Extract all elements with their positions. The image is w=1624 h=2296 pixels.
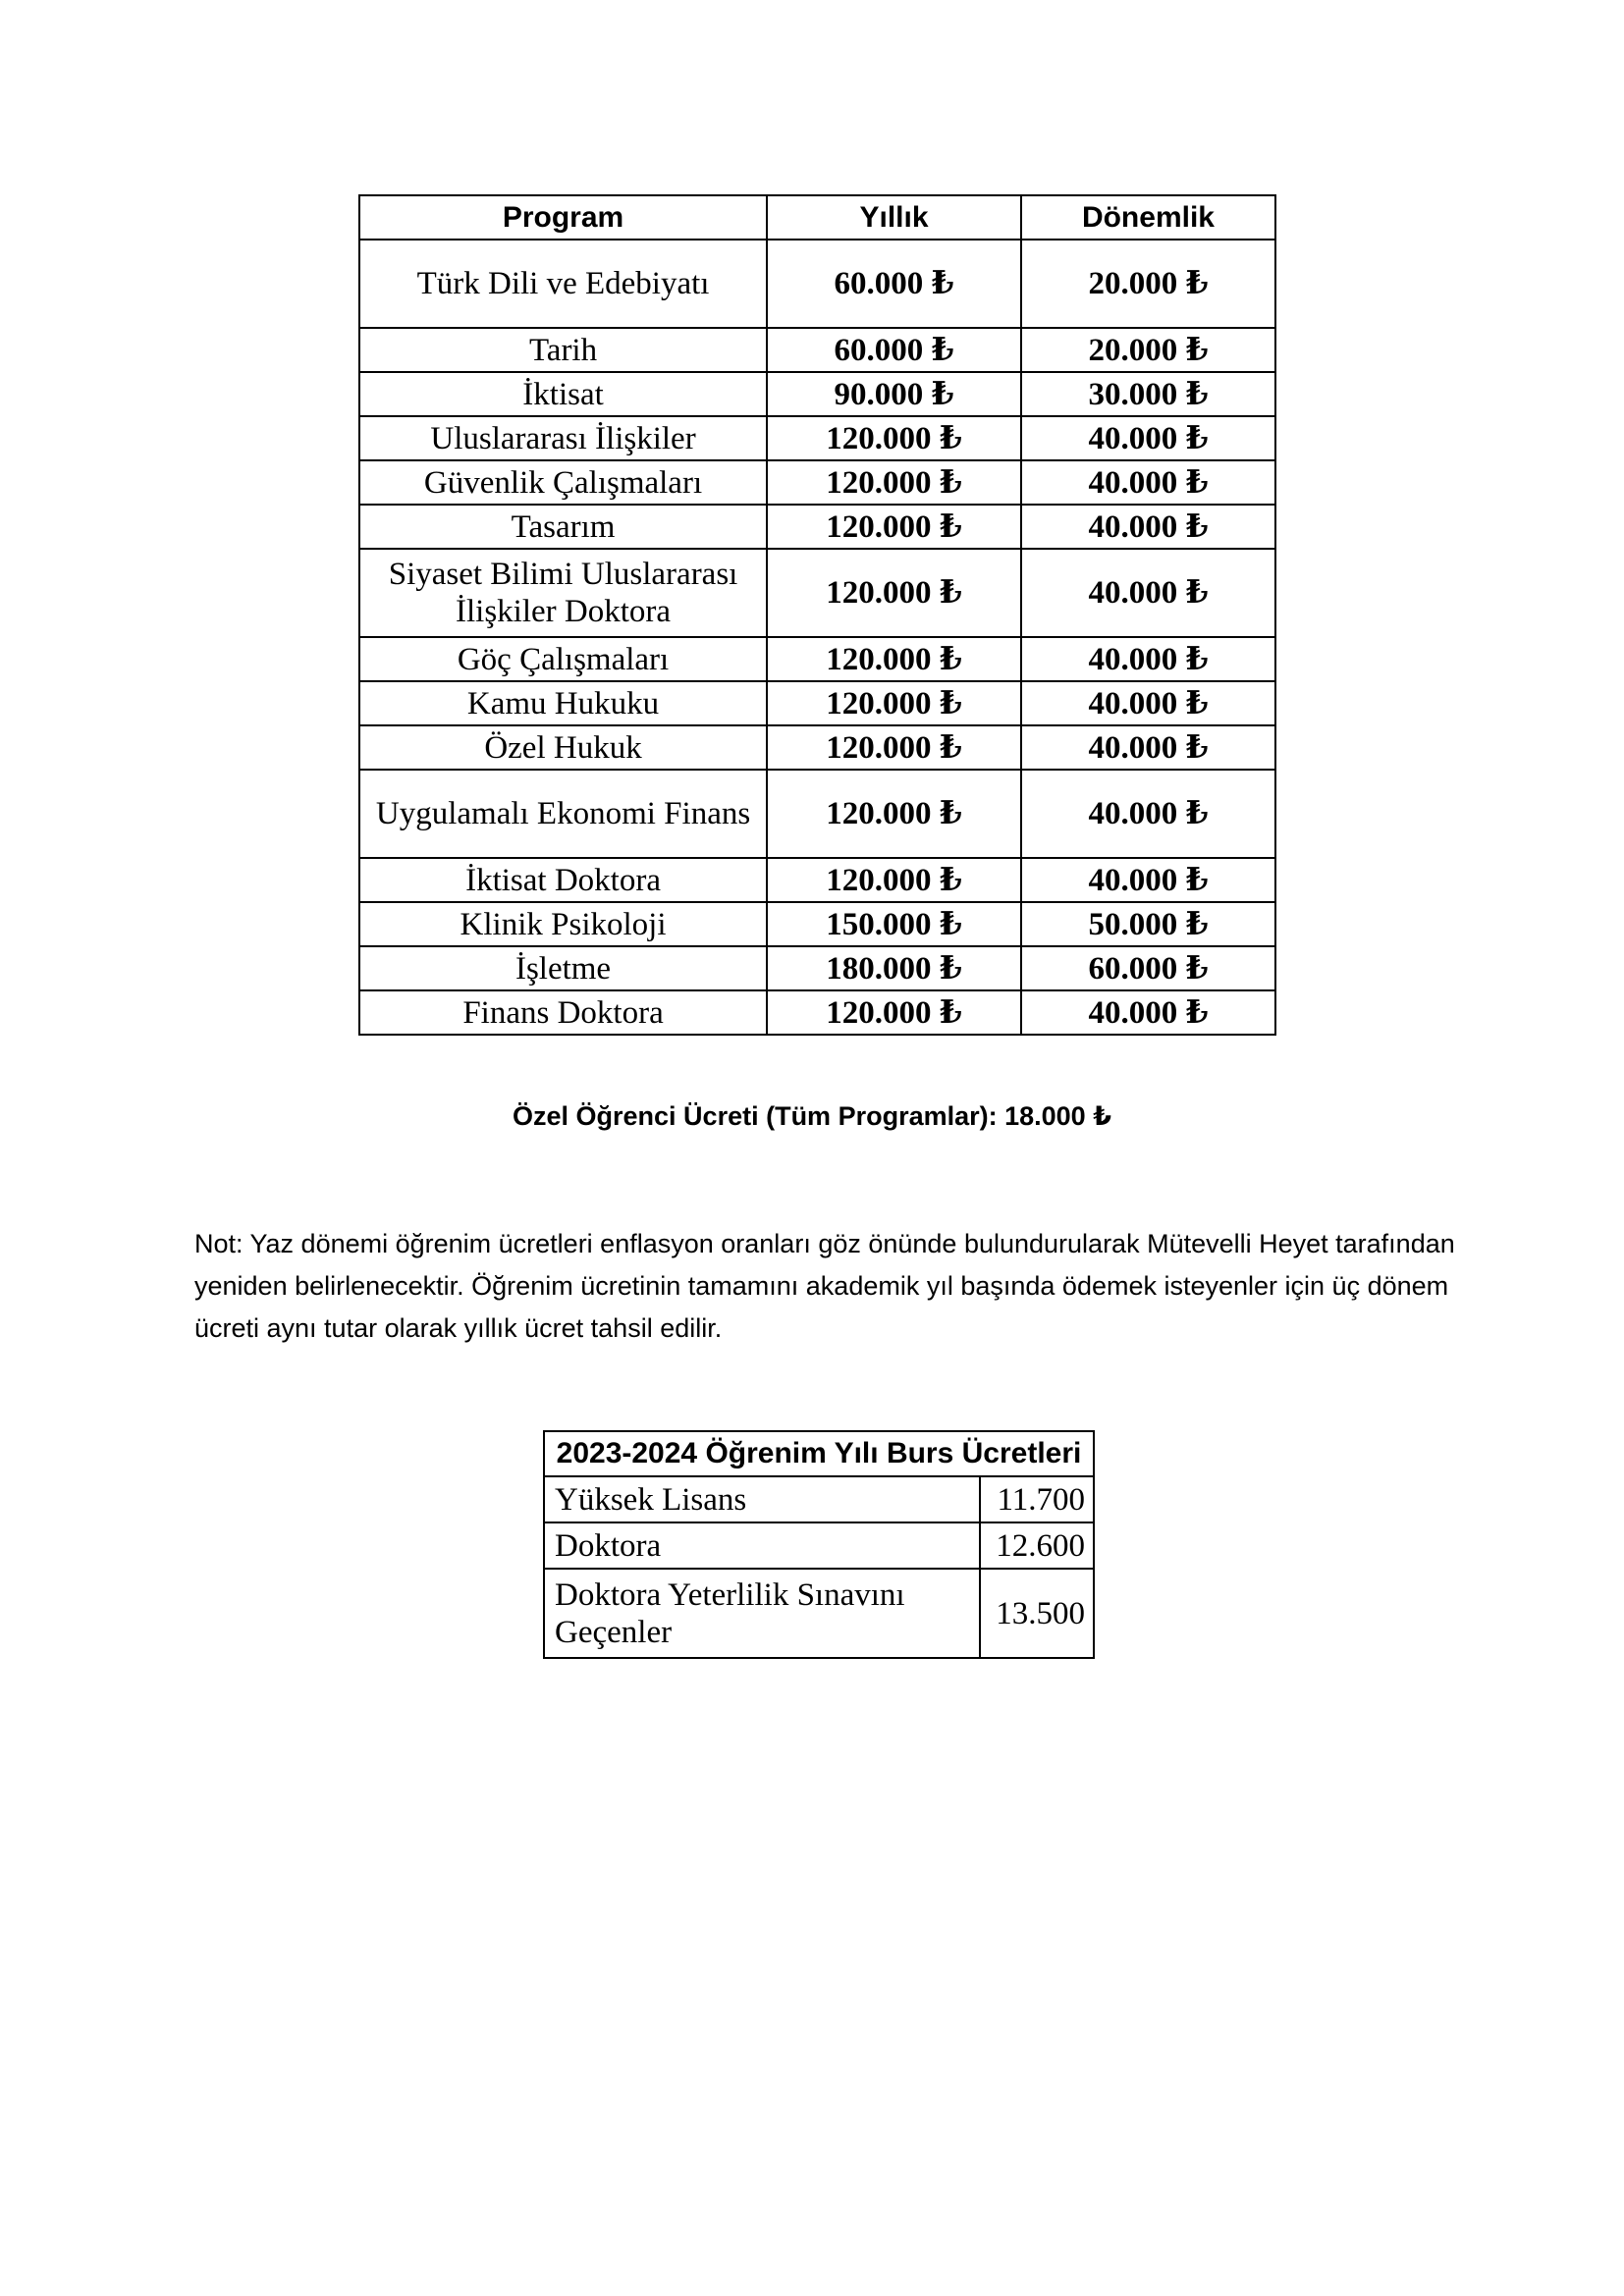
table-row <box>359 946 1275 990</box>
tuition-fees-table <box>358 194 1276 1036</box>
annual-fee: 120.000 ₺ <box>767 460 1021 505</box>
term-fee: 30.000 ₺ <box>1021 372 1275 416</box>
table-row <box>544 1569 1094 1658</box>
header-annual: Yıllık <box>767 195 1021 240</box>
term-fee: 20.000 ₺ <box>1021 328 1275 372</box>
term-fee: 40.000 ₺ <box>1021 505 1275 549</box>
annual-fee: 180.000 ₺ <box>767 946 1021 990</box>
program-name: Özel Hukuk <box>359 725 767 770</box>
table-row <box>359 416 1275 460</box>
table-row <box>359 505 1275 549</box>
term-fee: 40.000 ₺ <box>1021 858 1275 902</box>
annual-fee: 120.000 ₺ <box>767 990 1021 1035</box>
term-fee: 20.000 ₺ <box>1021 240 1275 328</box>
scholarship-value: 11.700 <box>980 1476 1094 1522</box>
program-name: Klinik Psikoloji <box>359 902 767 946</box>
annual-fee: 120.000 ₺ <box>767 505 1021 549</box>
program-name: İktisat Doktora <box>359 858 767 902</box>
table-row <box>544 1476 1094 1522</box>
table-header-row <box>359 195 1275 240</box>
scholarship-title-row <box>544 1431 1094 1476</box>
program-name: Tarih <box>359 328 767 372</box>
term-fee: 40.000 ₺ <box>1021 549 1275 637</box>
program-name: İktisat <box>359 372 767 416</box>
program-name: Finans Doktora <box>359 990 767 1035</box>
special-student-fee: Özel Öğrenci Ücreti (Tüm Programlar): 18.000 ₺ <box>513 1101 1111 1131</box>
program-name: Kamu Hukuku <box>359 681 767 725</box>
term-fee: 60.000 ₺ <box>1021 946 1275 990</box>
table-row <box>544 1522 1094 1569</box>
annual-fee: 150.000 ₺ <box>767 902 1021 946</box>
annual-fee: 90.000 ₺ <box>767 372 1021 416</box>
program-name: Uluslararası İlişkiler <box>359 416 767 460</box>
header-program: Program <box>359 195 767 240</box>
term-fee: 40.000 ₺ <box>1021 460 1275 505</box>
term-fee: 40.000 ₺ <box>1021 681 1275 725</box>
annual-fee: 120.000 ₺ <box>767 770 1021 858</box>
program-name: Güvenlik Çalışmaları <box>359 460 767 505</box>
annual-fee: 120.000 ₺ <box>767 725 1021 770</box>
scholarship-table-title: 2023-2024 Öğrenim Yılı Burs Ücretleri <box>544 1431 1094 1476</box>
table-row <box>359 549 1275 637</box>
table-row <box>359 858 1275 902</box>
table-row <box>359 681 1275 725</box>
annual-fee: 60.000 ₺ <box>767 328 1021 372</box>
annual-fee: 120.000 ₺ <box>767 549 1021 637</box>
annual-fee: 120.000 ₺ <box>767 416 1021 460</box>
term-fee: 40.000 ₺ <box>1021 637 1275 681</box>
scholarship-label: Doktora Yeterlilik Sınavını Geçenler <box>544 1569 980 1658</box>
program-name: Uygulamalı Ekonomi Finans <box>359 770 767 858</box>
scholarship-value: 13.500 <box>980 1569 1094 1658</box>
scholarship-label: Yüksek Lisans <box>544 1476 980 1522</box>
scholarship-value: 12.600 <box>980 1522 1094 1569</box>
term-fee: 50.000 ₺ <box>1021 902 1275 946</box>
table-row <box>359 637 1275 681</box>
term-fee: 40.000 ₺ <box>1021 416 1275 460</box>
table-row <box>359 725 1275 770</box>
table-row <box>359 770 1275 858</box>
table-row <box>359 990 1275 1035</box>
table-row <box>359 372 1275 416</box>
program-name: Tasarım <box>359 505 767 549</box>
program-name: İşletme <box>359 946 767 990</box>
scholarship-label: Doktora <box>544 1522 980 1569</box>
table-row <box>359 240 1275 328</box>
term-fee: 40.000 ₺ <box>1021 725 1275 770</box>
annual-fee: 120.000 ₺ <box>767 681 1021 725</box>
program-name: Türk Dili ve Edebiyatı <box>359 240 767 328</box>
annual-fee: 120.000 ₺ <box>767 637 1021 681</box>
annual-fee: 60.000 ₺ <box>767 240 1021 328</box>
table-row <box>359 460 1275 505</box>
fee-note: Not: Yaz dönemi öğrenim ücretleri enflasyon oranları göz önünde bulundurularak Mütevelli Heyet tarafından yeniden belirlenecektir. Öğrenim ücretinin tamamını akademik yıl başında ödemek isteyenler için üç dönem ücreti aynı tutar olarak yıllık ücret tahsil edilir. <box>194 1229 1455 1343</box>
term-fee: 40.000 ₺ <box>1021 770 1275 858</box>
program-name: Siyaset Bilimi Uluslararası İlişkiler Doktora <box>359 549 767 637</box>
table-row <box>359 902 1275 946</box>
program-name: Göç Çalışmaları <box>359 637 767 681</box>
table-row <box>359 328 1275 372</box>
term-fee: 40.000 ₺ <box>1021 990 1275 1035</box>
scholarship-table <box>543 1430 1095 1659</box>
header-term: Dönemlik <box>1021 195 1275 240</box>
annual-fee: 120.000 ₺ <box>767 858 1021 902</box>
